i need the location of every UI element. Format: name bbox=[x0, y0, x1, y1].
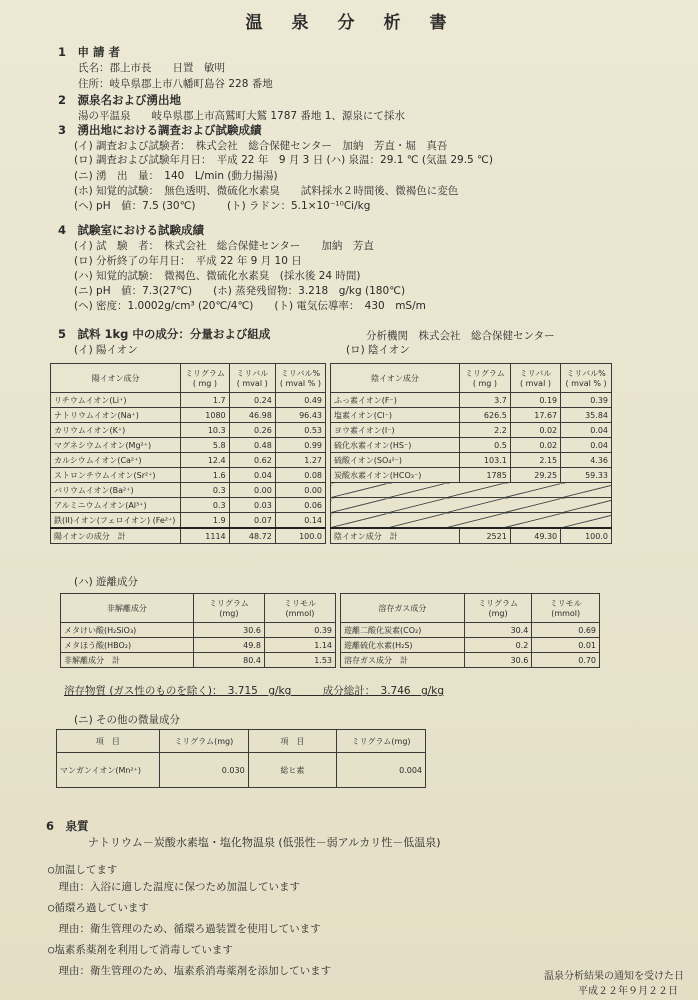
cation-header-mval: ミリバル ( mval ) bbox=[229, 364, 275, 393]
note-filtration: ○循環ろ過しています bbox=[48, 902, 149, 914]
anion-header-mval: ミリバル ( mval ) bbox=[510, 364, 560, 393]
undissoc-row bbox=[61, 623, 336, 638]
anion-row-value: 59.33 bbox=[561, 468, 612, 483]
anion-row-value: 0.02 bbox=[510, 423, 560, 438]
field-sensory: (ホ) 知覚的試験： 無色透明、微硫化水素臭 試料採水２時間後、微褐色に変色 bbox=[74, 185, 459, 197]
anion-row-value: 29.25 bbox=[510, 468, 560, 483]
anion-row bbox=[331, 423, 612, 438]
gas-header-mmol: ミリモル (mmol) bbox=[532, 594, 600, 623]
field-test-date: (ロ) 調査および試験年月日： 平成 22 年 9 月 3 日 (ハ) 泉温：29.1 ℃ (気温 29.5 ℃) bbox=[74, 154, 493, 166]
cation-row-value: 1.9 bbox=[181, 513, 229, 529]
spring-type: ナトリウム－炭酸水素塩・塩化物温泉 (低張性－弱アルカリ性－低温泉) bbox=[88, 836, 441, 849]
anion-table bbox=[330, 363, 612, 544]
undissoc-header-name: 非解離成分 bbox=[61, 594, 194, 623]
anion-row-value: 2.15 bbox=[510, 453, 560, 468]
gas-row-value: 30.6 bbox=[464, 653, 532, 668]
section-3-heading: 3 湧出地における調査および試験成績 bbox=[58, 123, 262, 137]
lab-end-date: (ロ) 分析終了の年月日： 平成 22 年 9 月 10 日 bbox=[74, 255, 302, 267]
cation-row bbox=[51, 453, 326, 468]
hatched-cell bbox=[331, 498, 612, 513]
cation-row-label: カリウムイオン(K⁺) bbox=[51, 423, 181, 438]
gas-row-value: 0.70 bbox=[532, 653, 600, 668]
gas-row bbox=[341, 653, 600, 668]
applicant-name: 氏名：郡上市長 日置 敏明 bbox=[78, 62, 225, 74]
lab-ph-residue: (ニ) pH 値：7.3(27℃) (ホ) 蒸発残留物：3.218 g/kg (180℃) bbox=[74, 285, 406, 297]
cation-row-value: 12.4 bbox=[181, 453, 229, 468]
cation-row-value: 5.8 bbox=[181, 438, 229, 453]
gas-row bbox=[341, 623, 600, 638]
anion-header-name: 陰イオン成分 bbox=[331, 364, 460, 393]
undissoc-row-value: 49.8 bbox=[193, 638, 264, 653]
trace-item-2: 総ヒ素 bbox=[248, 753, 337, 788]
hatched-cell bbox=[331, 513, 612, 529]
note-chlorine-reason: 理由：衛生管理のため、塩素系消毒薬剤を添加しています bbox=[48, 965, 332, 977]
anion-row-value: 35.84 bbox=[561, 408, 612, 423]
gas-row-value: 0.01 bbox=[532, 638, 600, 653]
anion-row bbox=[331, 468, 612, 483]
cation-header-mvalpct: ミリバル% ( mval % ) bbox=[275, 364, 325, 393]
anion-total-row bbox=[331, 528, 612, 544]
undissoc-header-mmol: ミリモル (mmol) bbox=[264, 594, 335, 623]
cation-row-value: 0.00 bbox=[275, 483, 325, 498]
cation-row bbox=[51, 498, 326, 513]
anion-row-value: 4.36 bbox=[561, 453, 612, 468]
undissoc-row-value: 1.53 bbox=[264, 653, 335, 668]
cation-row-value: 1.7 bbox=[181, 393, 229, 408]
section-6-heading: 6 泉質 bbox=[46, 819, 89, 833]
page-title: 温 泉 分 析 書 bbox=[245, 13, 453, 33]
anion-row bbox=[331, 408, 612, 423]
trace-table bbox=[56, 729, 426, 788]
anion-header-mg: ミリグラム ( mg ) bbox=[460, 364, 511, 393]
section-5-heading: 5 試料 1kg 中の成分：分量および組成 bbox=[58, 327, 271, 341]
gas-row bbox=[341, 638, 600, 653]
note-filtration-reason: 理由：衛生管理のため、循環ろ過装置を使用しています bbox=[48, 923, 321, 935]
anion-row-label: 塩素イオン(Cl⁻) bbox=[331, 408, 460, 423]
gas-row-label: 遊離硫化水素(H₂S) bbox=[341, 638, 465, 653]
anion-hatched-row bbox=[331, 498, 612, 513]
cation-row-value: 0.14 bbox=[275, 513, 325, 529]
anion-row-value: 0.04 bbox=[561, 438, 612, 453]
anion-row-value: 0.5 bbox=[460, 438, 511, 453]
gas-header-mg: ミリグラム (mg) bbox=[464, 594, 532, 623]
undissoc-row-label: メタほう酸(HBO₂) bbox=[61, 638, 194, 653]
anion-hatched-row bbox=[331, 513, 612, 529]
cation-row-value: 10.3 bbox=[181, 423, 229, 438]
cation-row-value: 46.98 bbox=[229, 408, 275, 423]
cation-row-value: 0.06 bbox=[275, 498, 325, 513]
undissoc-header-mg: ミリグラム (mg) bbox=[193, 594, 264, 623]
cation-row-label: アルミニウムイオン(Al³⁺) bbox=[51, 498, 181, 513]
note-heating: ○加温してます bbox=[48, 864, 118, 876]
gas-header-name: 溶存ガス成分 bbox=[341, 594, 465, 623]
anion-total-mval: 49.30 bbox=[510, 528, 560, 544]
gas-row-label: 溶存ガス成分 計 bbox=[341, 653, 465, 668]
cation-row-label: ナトリウムイオン(Na⁺) bbox=[51, 408, 181, 423]
cation-row-value: 0.48 bbox=[229, 438, 275, 453]
flow-rate: (ニ) 湧 出 量： 140 L/min (動力揚湯) bbox=[74, 170, 278, 182]
cation-row-value: 1080 bbox=[181, 408, 229, 423]
cation-header-name: 陽イオン成分 bbox=[51, 364, 181, 393]
cation-row-value: 0.24 bbox=[229, 393, 275, 408]
cation-row-label: カルシウムイオン(Ca²⁺) bbox=[51, 453, 181, 468]
section-2-heading: 2 源泉名および湧出地 bbox=[58, 93, 182, 107]
anion-row-value: 0.04 bbox=[561, 423, 612, 438]
cation-total-mg: 1114 bbox=[181, 528, 229, 544]
cation-total-row bbox=[51, 528, 326, 544]
cation-title: (イ) 陽イオン bbox=[74, 344, 138, 356]
notification-label: 温泉分析結果の通知を受けた日 bbox=[544, 971, 684, 982]
cation-row bbox=[51, 483, 326, 498]
undissoc-row bbox=[61, 653, 336, 668]
cation-row bbox=[51, 408, 326, 423]
undissoc-row-value: 1.14 bbox=[264, 638, 335, 653]
cation-row-value: 0.3 bbox=[181, 498, 229, 513]
anion-row-label: ふっ素イオン(F⁻) bbox=[331, 393, 460, 408]
anion-row-label: ヨウ素イオン(I⁻) bbox=[331, 423, 460, 438]
note-heating-reason: 理由：入浴に適した温度に保つため加温しています bbox=[48, 881, 300, 893]
cation-row-value: 0.04 bbox=[229, 468, 275, 483]
applicant-address: 住所：岐阜県郡上市八幡町島谷 228 番地 bbox=[78, 78, 273, 90]
undissoc-row-value: 0.39 bbox=[264, 623, 335, 638]
anion-row-value: 103.1 bbox=[460, 453, 511, 468]
undissoc-row-value: 80.4 bbox=[193, 653, 264, 668]
anion-total-mvalpct: 100.0 bbox=[561, 528, 612, 544]
lab-sensory: (ハ) 知覚的試験： 微褐色、微硫化水素臭 (採水後 24 時間) bbox=[74, 270, 361, 282]
field-ph-radon: (ヘ) pH 値：7.5 (30℃) (ト) ラドン：5.1×10⁻¹⁰Ci/kg bbox=[74, 200, 371, 212]
undissoc-row-label: メタけい酸(H₂SiO₃) bbox=[61, 623, 194, 638]
anion-row-value: 0.19 bbox=[510, 393, 560, 408]
anion-row-label: 硫酸イオン(SO₄²⁻) bbox=[331, 453, 460, 468]
trace-value-2: 0.004 bbox=[337, 753, 426, 788]
cation-row bbox=[51, 468, 326, 483]
cation-total-label: 陽イオンの成分 計 bbox=[51, 528, 181, 544]
cation-total-mval: 48.72 bbox=[229, 528, 275, 544]
trace-header-item-1: 項 目 bbox=[57, 730, 160, 753]
anion-row-value: 0.02 bbox=[510, 438, 560, 453]
cation-row-value: 0.99 bbox=[275, 438, 325, 453]
undissoc-table bbox=[60, 593, 336, 668]
undissoc-row-value: 30.6 bbox=[193, 623, 264, 638]
note-chlorine: ○塩素系薬剤を利用して消毒しています bbox=[48, 944, 233, 956]
cation-row bbox=[51, 423, 326, 438]
cation-row bbox=[51, 393, 326, 408]
lab-density-conductivity: (ヘ) 密度：1.0002g/cm³ (20℃/4℃) (ト) 電気伝導率： 430 mS/m bbox=[74, 300, 426, 312]
cation-row-value: 1.27 bbox=[275, 453, 325, 468]
cation-row-label: マグネシウムイオン(Mg²⁺) bbox=[51, 438, 181, 453]
anion-row-value: 2.2 bbox=[460, 423, 511, 438]
cation-row-value: 0.08 bbox=[275, 468, 325, 483]
notification-date: 平成２２年９月２２日 bbox=[578, 986, 678, 997]
anion-row-value: 626.5 bbox=[460, 408, 511, 423]
anion-total-label: 陰イオン成分 計 bbox=[331, 528, 460, 544]
cation-row-value: 0.3 bbox=[181, 483, 229, 498]
trace-header-item-2: 項 目 bbox=[248, 730, 337, 753]
trace-row bbox=[57, 753, 426, 788]
anion-total-mg: 2521 bbox=[460, 528, 511, 544]
cation-table bbox=[50, 363, 326, 544]
anion-row-value: 3.7 bbox=[460, 393, 511, 408]
cation-row-value: 0.49 bbox=[275, 393, 325, 408]
anion-hatched-row bbox=[331, 483, 612, 498]
analysis-lab: 分析機関 株式会社 総合保健センター bbox=[366, 330, 555, 342]
trace-title: (ニ) その他の微量成分 bbox=[74, 714, 181, 726]
cation-row-value: 0.07 bbox=[229, 513, 275, 529]
anion-row-label: 炭酸水素イオン(HCO₃⁻) bbox=[331, 468, 460, 483]
anion-row bbox=[331, 453, 612, 468]
section-1-heading: 1 申 請 者 bbox=[58, 45, 121, 59]
gas-row-value: 30.4 bbox=[464, 623, 532, 638]
cation-row bbox=[51, 438, 326, 453]
anion-header-mvalpct: ミリバル% ( mval % ) bbox=[561, 364, 612, 393]
gas-row-value: 0.69 bbox=[532, 623, 600, 638]
anion-title: (ロ) 陰イオン bbox=[346, 344, 410, 356]
gas-table bbox=[340, 593, 600, 668]
cation-row-value: 0.03 bbox=[229, 498, 275, 513]
dissolved-summary: 溶存物質 (ガス性のものを除く)： 3.715 g/kg 成分総計： 3.746 g/kg bbox=[64, 685, 445, 697]
trace-header-mg-1: ミリグラム(mg) bbox=[159, 730, 248, 753]
hatched-cell bbox=[331, 483, 612, 498]
trace-item-1: マンガンイオン(Mn²⁺) bbox=[57, 753, 160, 788]
anion-row bbox=[331, 438, 612, 453]
cation-row-label: バリウムイオン(Ba²⁺) bbox=[51, 483, 181, 498]
undissoc-row-label: 非解離成分 計 bbox=[61, 653, 194, 668]
trace-value-1: 0.030 bbox=[159, 753, 248, 788]
cation-row-label: ストロンチウムイオン(Sr²⁺) bbox=[51, 468, 181, 483]
cation-row-value: 0.00 bbox=[229, 483, 275, 498]
cation-row-label: リチウムイオン(Li⁺) bbox=[51, 393, 181, 408]
cation-row-value: 96.43 bbox=[275, 408, 325, 423]
gas-row-value: 0.2 bbox=[464, 638, 532, 653]
cation-total-mvalpct: 100.0 bbox=[275, 528, 325, 544]
anion-row bbox=[331, 393, 612, 408]
section-4-heading: 4 試験室における試験成績 bbox=[58, 223, 205, 237]
source-location: 湯の平温泉 岐阜県郡上市高鷲町大鷲 1787 番地 1、源泉にて採水 bbox=[78, 110, 405, 122]
cation-header-mg: ミリグラム ( mg ) bbox=[181, 364, 229, 393]
cation-row-value: 1.6 bbox=[181, 468, 229, 483]
cation-row-value: 0.26 bbox=[229, 423, 275, 438]
field-test-operator: (イ) 調査および試験者： 株式会社 総合保健センター 加納 芳直・堀 真吾 bbox=[74, 140, 448, 152]
anion-row-value: 0.39 bbox=[561, 393, 612, 408]
cation-row bbox=[51, 513, 326, 529]
cation-row-label: 鉄(II)イオン(フェロイオン) (Fe²⁺) bbox=[51, 513, 181, 529]
cation-row-value: 0.62 bbox=[229, 453, 275, 468]
cation-row-value: 0.53 bbox=[275, 423, 325, 438]
undissoc-row bbox=[61, 638, 336, 653]
trace-header-mg-2: ミリグラム(mg) bbox=[337, 730, 426, 753]
lab-tester: (イ) 試 験 者： 株式会社 総合保健センター 加納 芳直 bbox=[74, 240, 374, 252]
anion-row-value: 17.67 bbox=[510, 408, 560, 423]
anion-row-label: 硫化水素イオン(HS⁻) bbox=[331, 438, 460, 453]
anion-row-value: 1785 bbox=[460, 468, 511, 483]
undissoc-title: (ハ) 遊離成分 bbox=[74, 576, 139, 588]
gas-row-label: 遊離二酸化炭素(CO₂) bbox=[341, 623, 465, 638]
